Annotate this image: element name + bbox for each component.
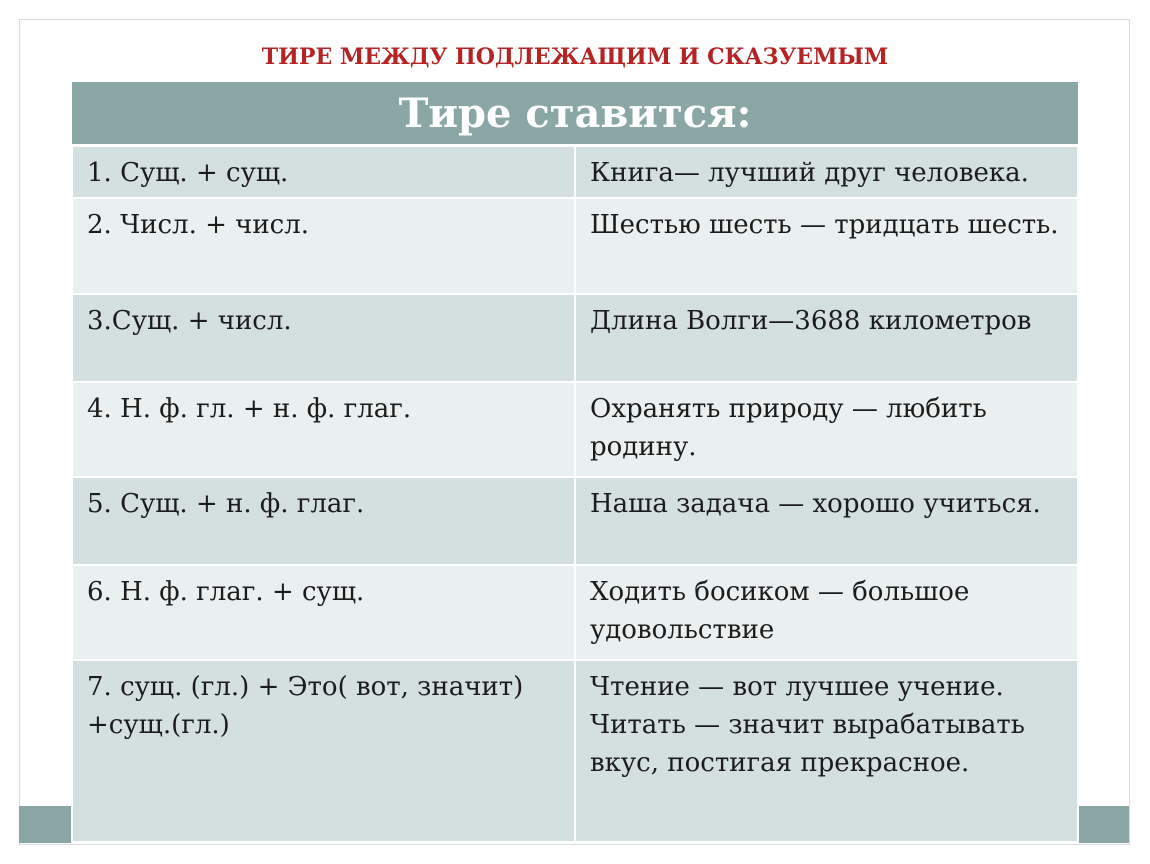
table-row <box>72 477 1078 565</box>
example-cell: Длина Волги—3688 километров <box>575 294 1078 382</box>
rule-cell: 1. Сущ. + сущ. <box>72 146 575 198</box>
decorative-corner-left <box>19 806 71 843</box>
table-row <box>72 382 1078 477</box>
rule-cell: 2. Числ. + числ. <box>72 198 575 294</box>
table-header-row <box>72 82 1078 146</box>
example-cell: Охранять природу — любить родину. <box>575 382 1078 477</box>
example-cell: Ходить босиком — большое удовольствие <box>575 565 1078 660</box>
table-row <box>72 660 1078 842</box>
table-header: Тире ставится: <box>72 82 1078 146</box>
rule-cell: 5. Сущ. + н. ф. глаг. <box>72 477 575 565</box>
rules-table <box>71 82 1079 843</box>
rule-cell: 7. сущ. (гл.) + Это( вот, значит) +сущ.(гл.) <box>72 660 575 842</box>
table-row <box>72 198 1078 294</box>
table-row <box>72 565 1078 660</box>
example-cell: Книга— лучший друг человека. <box>575 146 1078 198</box>
decorative-corner-right <box>1077 806 1129 843</box>
rule-cell: 6. Н. ф. глаг. + сущ. <box>72 565 575 660</box>
example-cell: Шестью шесть — тридцать шесть. <box>575 198 1078 294</box>
slide-title: ТИРЕ МЕЖДУ ПОДЛЕЖАЩИМ И СКАЗУЕМЫМ <box>261 44 889 70</box>
table-row <box>72 294 1078 382</box>
rule-cell: 4. Н. ф. гл. + н. ф. глаг. <box>72 382 575 477</box>
rules-table-container <box>71 82 1079 843</box>
table-row <box>72 146 1078 198</box>
example-cell: Наша задача — хорошо учиться. <box>575 477 1078 565</box>
example-cell: Чтение — вот лучшее учение. Читать — значит вырабатывать вкус, постигая прекрасное. <box>575 660 1078 842</box>
rule-cell: 3.Сущ. + числ. <box>72 294 575 382</box>
